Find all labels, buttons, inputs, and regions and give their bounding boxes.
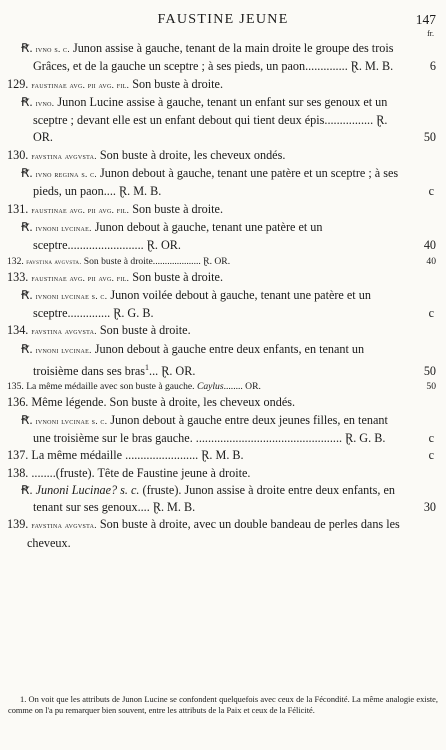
price-value: 50 (423, 364, 436, 379)
coin-entry (0, 447, 446, 464)
text-run: 136. Même légende. Son buste à droite, les cheveux ondés. (7, 395, 296, 410)
price-value: c (428, 184, 434, 199)
entry-text (0, 394, 446, 411)
entry-text (0, 76, 446, 94)
price-value: 30 (423, 500, 436, 515)
text-run: Ꞧ. (21, 41, 36, 55)
legend-text: ivno s. c. (35, 44, 70, 54)
entry-text (0, 165, 446, 201)
footnote-marker: 1 (145, 363, 150, 373)
text-run: Ꞧ. (21, 341, 36, 356)
text-run: Son buste à droite. (129, 76, 223, 91)
coin-entry (0, 322, 446, 340)
text-run: 134. (7, 323, 32, 338)
legend-text: ivnoni lvcinae s. c. (35, 290, 108, 301)
page-number: 147 (415, 12, 436, 27)
reverse-description (0, 287, 446, 323)
unit-label: fr. (427, 29, 434, 38)
legend-text: favstina avgvsta. (31, 150, 97, 161)
legend-text: faustinae avg. pii avg. fil. (31, 79, 130, 90)
text-run: Junon debout à gauche, tenant une patère et un sceptre ; à ses pieds, un paon.... Ɽ. M. B. (33, 166, 399, 199)
legend-text: ivnoni lvcinae. (35, 344, 92, 355)
entry-text (0, 341, 446, 381)
reverse-description (0, 482, 446, 517)
text-run: Junon debout à gauche entre deux enfants, en tenant un troisième dans ses bras (33, 341, 365, 379)
text-run: (fruste). Junon assise à droite entre deux enfants, en tenant sur ses genoux.... Ɽ. M. B. (33, 482, 395, 515)
footnote: 1. On voit que les attributs de Junon Lucine se confondent quelquefois avec ceux de la Fécondité. La même analogie existe, comme on l'a pu remarquer bien souvent, entre les attributs de la Paix et ceux de la Félicité. (8, 695, 438, 716)
reverse-description (0, 94, 446, 147)
text-run: Junon debout à gauche entre deux jeunes filles, en tenant une troisième sur le bras gauche. ................................................ Ɽ. G. B. (33, 412, 388, 445)
entry-text (0, 219, 446, 255)
price-value: c (428, 431, 434, 445)
text-run: Junon assise à gauche, tenant de la main droite le groupe des trois Grâces, et de la gauche un sceptre ; à ses pieds, un paon.............. Ɽ. M. B. (33, 41, 394, 74)
entry-text (0, 447, 446, 464)
coin-entry (0, 147, 446, 165)
text-run: Son buste à droite. (129, 201, 223, 216)
price-value: 40 (426, 255, 436, 267)
legend-text: favstina avgvsta. (26, 257, 82, 266)
entry-text (0, 482, 446, 517)
reverse-description (0, 341, 446, 381)
italic-text: Caylus (196, 381, 224, 393)
price-value: 50 (426, 381, 436, 393)
price-value: 40 (423, 238, 436, 253)
entry-text (0, 287, 446, 323)
running-title: FAUSTINE JEUNE (157, 12, 289, 27)
price-value: c (428, 306, 434, 321)
legend-text: faustinae avg. pii avg. fil. (31, 272, 130, 283)
text-run: Ꞧ. (21, 412, 36, 427)
entry-text (0, 255, 446, 269)
legend-text: ivno regina s. c. (35, 169, 97, 180)
price-value: c (428, 448, 434, 463)
text-run: Junon voilée debout à gauche, tenant une patère et un sceptre.............. Ɽ. G. B. (33, 287, 371, 321)
text-run: Son buste à droite.................... Ɽ. OR. (81, 255, 231, 267)
text-run: 139. (7, 517, 32, 532)
text-run: Son buste à droite, avec un double bandeau de perles dans les cheveux. (27, 517, 400, 550)
coin-entry (0, 394, 446, 411)
text-run: 135. La même médaille avec son buste à gauche. (7, 381, 197, 393)
coin-entry (0, 269, 446, 287)
entry-text (0, 380, 446, 394)
coin-entry (0, 255, 446, 269)
text-run: 130. (7, 147, 32, 162)
reverse-description (0, 412, 446, 448)
text-run: ........ OR. (223, 381, 261, 393)
reverse-description (0, 165, 446, 201)
text-run: Ꞧ. (21, 482, 36, 497)
entry-text (0, 147, 446, 165)
text-run: Ꞧ. (21, 287, 36, 302)
legend-text: faustinae avg. pii avg. fil. (31, 204, 130, 215)
legend-text: favstina avgvsta. (31, 326, 97, 337)
text-run: Son buste à droite. (129, 269, 223, 284)
coin-entry (0, 201, 446, 219)
text-run: ... Ɽ. OR. (149, 364, 196, 379)
text-run: Son buste à droite. (96, 323, 191, 338)
legend-text: ivno. (35, 97, 55, 108)
entry-text (0, 412, 446, 448)
text-run: Ꞧ. (21, 219, 36, 234)
text-run: 129. (7, 76, 32, 91)
entry-text (0, 465, 446, 482)
price-value: 6 (429, 59, 436, 74)
entry-text (0, 322, 446, 340)
entry-text (0, 201, 446, 219)
reverse-description (0, 40, 446, 76)
text-run: Junon Lucine assise à gauche, tenant un enfant sur ses genoux et un sceptre ; devant elle est un enfant debout qui tient deux épis................ Ɽ. OR. (33, 94, 388, 145)
text-run: 133. (7, 269, 32, 284)
legend-text: favstina avgvsta. (31, 520, 97, 531)
text-run: 138. ........(fruste). Tête de Faustine jeune à droite. (7, 465, 251, 480)
entry-text (0, 94, 446, 147)
legend-text: ivnoni lvcinae. (35, 222, 92, 233)
text-run: 131. (7, 201, 32, 216)
text-run: 137. La même médaille ........................ Ɽ. M. B. (7, 448, 244, 463)
coin-entry (0, 76, 446, 94)
text-run: Ꞧ. (21, 94, 36, 109)
catalogue-entries (0, 40, 446, 552)
coin-entry (0, 465, 446, 482)
price-value: 50 (423, 130, 436, 145)
text-run: 132. (7, 255, 27, 267)
entry-text (0, 516, 446, 552)
text-run: Junon debout à gauche, tenant une patère et un sceptre......................... Ɽ. OR. (33, 219, 323, 253)
legend-text: ivnoni lvcinae s. c. (35, 415, 108, 426)
reverse-description (0, 219, 446, 255)
entry-text (0, 40, 446, 76)
text-run: Son buste à droite, les cheveux ondés. (96, 147, 286, 162)
coin-entry (0, 380, 446, 394)
text-run: Ꞧ. (21, 166, 36, 181)
entry-text (0, 269, 446, 287)
italic-text: Junoni Lucinae? s. c. (35, 482, 140, 497)
coin-entry (0, 516, 446, 552)
